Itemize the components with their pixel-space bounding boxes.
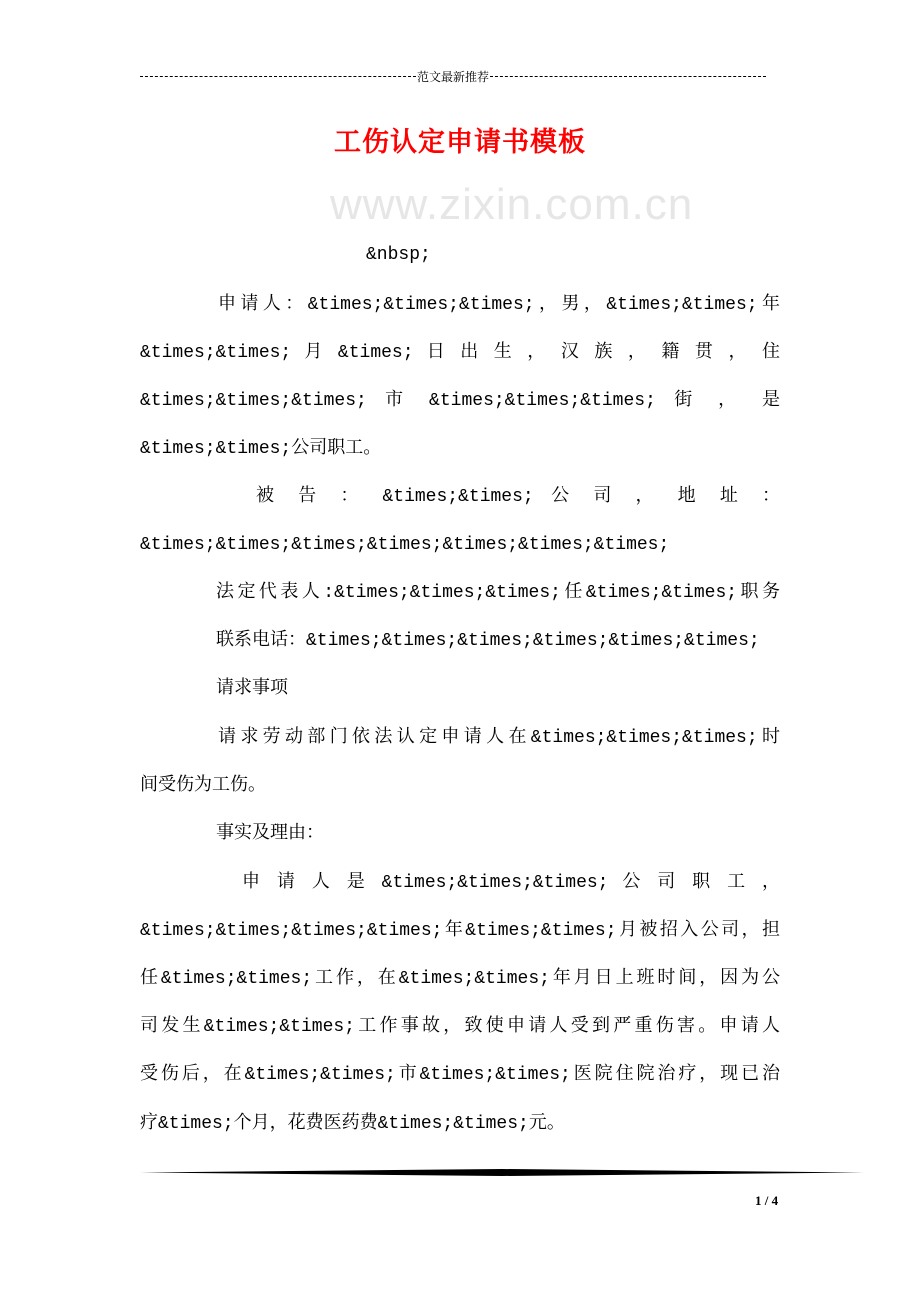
watermark: www.zixin.com.cn xyxy=(330,180,694,229)
section-heading: 请求事项 xyxy=(216,679,288,699)
text-line: 间受伤为工伤。 xyxy=(140,776,266,796)
section-heading: 事实及理由： xyxy=(216,824,324,844)
text-line: &times;&times;&times;&times;年&times;&times;月被招入公司，担 xyxy=(140,921,780,941)
footer-divider xyxy=(140,1169,864,1176)
page-header xyxy=(140,68,766,85)
text-line: &times;&times;&times;&times;&times;&times;&times; xyxy=(140,535,670,555)
text-line: 请求劳动部门依法认定申请人在&times;&times;&times;时 xyxy=(218,728,780,748)
text-line: 联系电话：&times;&times;&times;&times;&times;&times; xyxy=(216,631,760,651)
text-line: &times;&times;&times; 市 &times;&times;&times; 街 ， 是 xyxy=(140,391,780,411)
header-dash-right xyxy=(490,76,766,77)
text-line: 受伤后，在&times;&times;市&times;&times;医院住院治疗，现已治 xyxy=(140,1065,780,1085)
text-line: 司发生&times;&times;工作事故，致使申请人受到严重伤害。申请人 xyxy=(140,1017,780,1037)
text-line: &times;&times; 月 &times; 日 出 生 ， 汉 族 ， 籍 贯 ， 住 xyxy=(140,343,780,363)
page-number: 1 / 4 xyxy=(755,1193,779,1208)
text-line: 申 请 人 是 &times;&times;&times; 公 司 职 工 ， xyxy=(242,873,780,893)
text-line: &nbsp; xyxy=(366,245,431,265)
header-label: 范文最新推荐 xyxy=(417,70,490,84)
document-title: 工伤认定申请书模板 xyxy=(334,127,586,158)
text-line: 申请人：&times;&times;&times;，男，&times;&times;年 xyxy=(218,295,780,315)
text-line: 疗&times;个月，花费医药费&times;&times;元。 xyxy=(140,1114,565,1134)
text-line: &times;&times;公司职工。 xyxy=(140,439,382,459)
text-line: 被 告 ： &times;&times; 公 司 ， 地 址 ： xyxy=(256,487,780,507)
text-line: 任&times;&times;工作，在&times;&times;年月日上班时间，因为公 xyxy=(140,969,780,989)
header-dash-left xyxy=(140,76,416,77)
text-line: 法定代表人:&times;&times;&times;任&times;&times;职务 xyxy=(216,583,780,603)
